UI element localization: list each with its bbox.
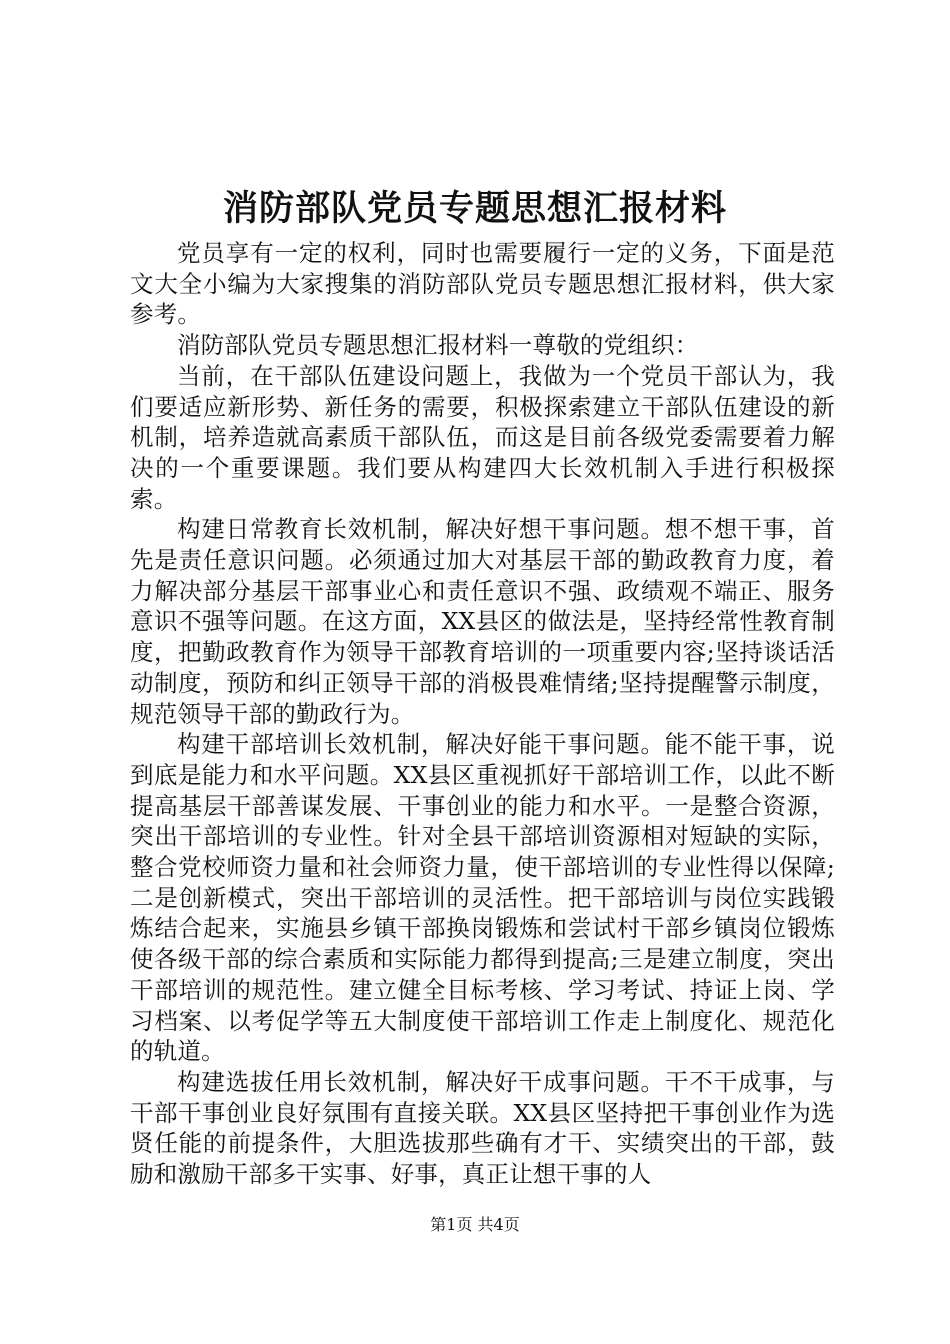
document-body — [130, 238, 835, 1190]
paragraph-education-mechanism: 构建日常教育长效机制，解决好想干事问题。想不想干事，首先是责任意识问题。必须通过加大对基层干部的勤政教育力度，着力解决部分基层干部事业心和责任意识不强、政绩观不端正、服务意识不强等问题。在这方面，XX县区的做法是，坚持经常性教育制度，把勤政教育作为领导干部教育培训的一项重要内容;坚持谈话活动制度，预防和纠正领导干部的消极畏难情绪;坚持提醒警示制度，规范领导干部的勤政行为。 — [130, 515, 835, 728]
paragraph-training-mechanism: 构建干部培训长效机制，解决好能干事问题。能不能干事，说到底是能力和水平问题。XX县区重视抓好干部培训工作，以此不断提高基层干部善谋发展、干事创业的能力和水平。一是整合资源，突出干部培训的专业性。针对全县干部培训资源相对短缺的实际，整合党校师资力量和社会师资力量，使干部培训的专业性得以保障;二是创新模式，突出干部培训的灵活性。把干部培训与岗位实践锻炼结合起来，实施县乡镇干部换岗锻炼和尝试村干部乡镇岗位锻炼使各级干部的综合素质和实际能力都得到提高;三是建立制度，突出干部培训的规范性。建立健全目标考核、学习考试、持证上岗、学习档案、以考促学等五大制度使干部培训工作走上制度化、规范化的轨道。 — [130, 730, 835, 1066]
page-number-footer: 第1页 共4页 — [430, 1215, 520, 1234]
paragraph-intro: 党员享有一定的权利，同时也需要履行一定的义务，下面是范文大全小编为大家搜集的消防部队党员专题思想汇报材料，供大家参考。 — [130, 239, 835, 329]
paragraph-current-situation: 当前，在干部队伍建设问题上，我做为一个党员干部认为，我们要适应新形势、新任务的需要，积极探索建立干部队伍建设的新机制，培养造就高素质干部队伍，而这是目前各级党委需要着力解决的一个重要课题。我们要从构建四大长效机制入手进行积极探索。 — [130, 361, 835, 513]
document-title: 消防部队党员专题思想汇报材料 — [222, 188, 727, 229]
paragraph-salutation: 消防部队党员专题思想汇报材料一尊敬的党组织： — [177, 331, 699, 360]
paragraph-selection-mechanism: 构建选拔任用长效机制，解决好干成事问题。干不干成事，与干部干事创业良好氛围有直接关联。XX县区坚持把干事创业作为选贤任能的前提条件，大胆选拔那些确有才干、实绩突出的干部，鼓励和激励干部多干实事、好事，真正让想干事的人 — [130, 1067, 835, 1189]
